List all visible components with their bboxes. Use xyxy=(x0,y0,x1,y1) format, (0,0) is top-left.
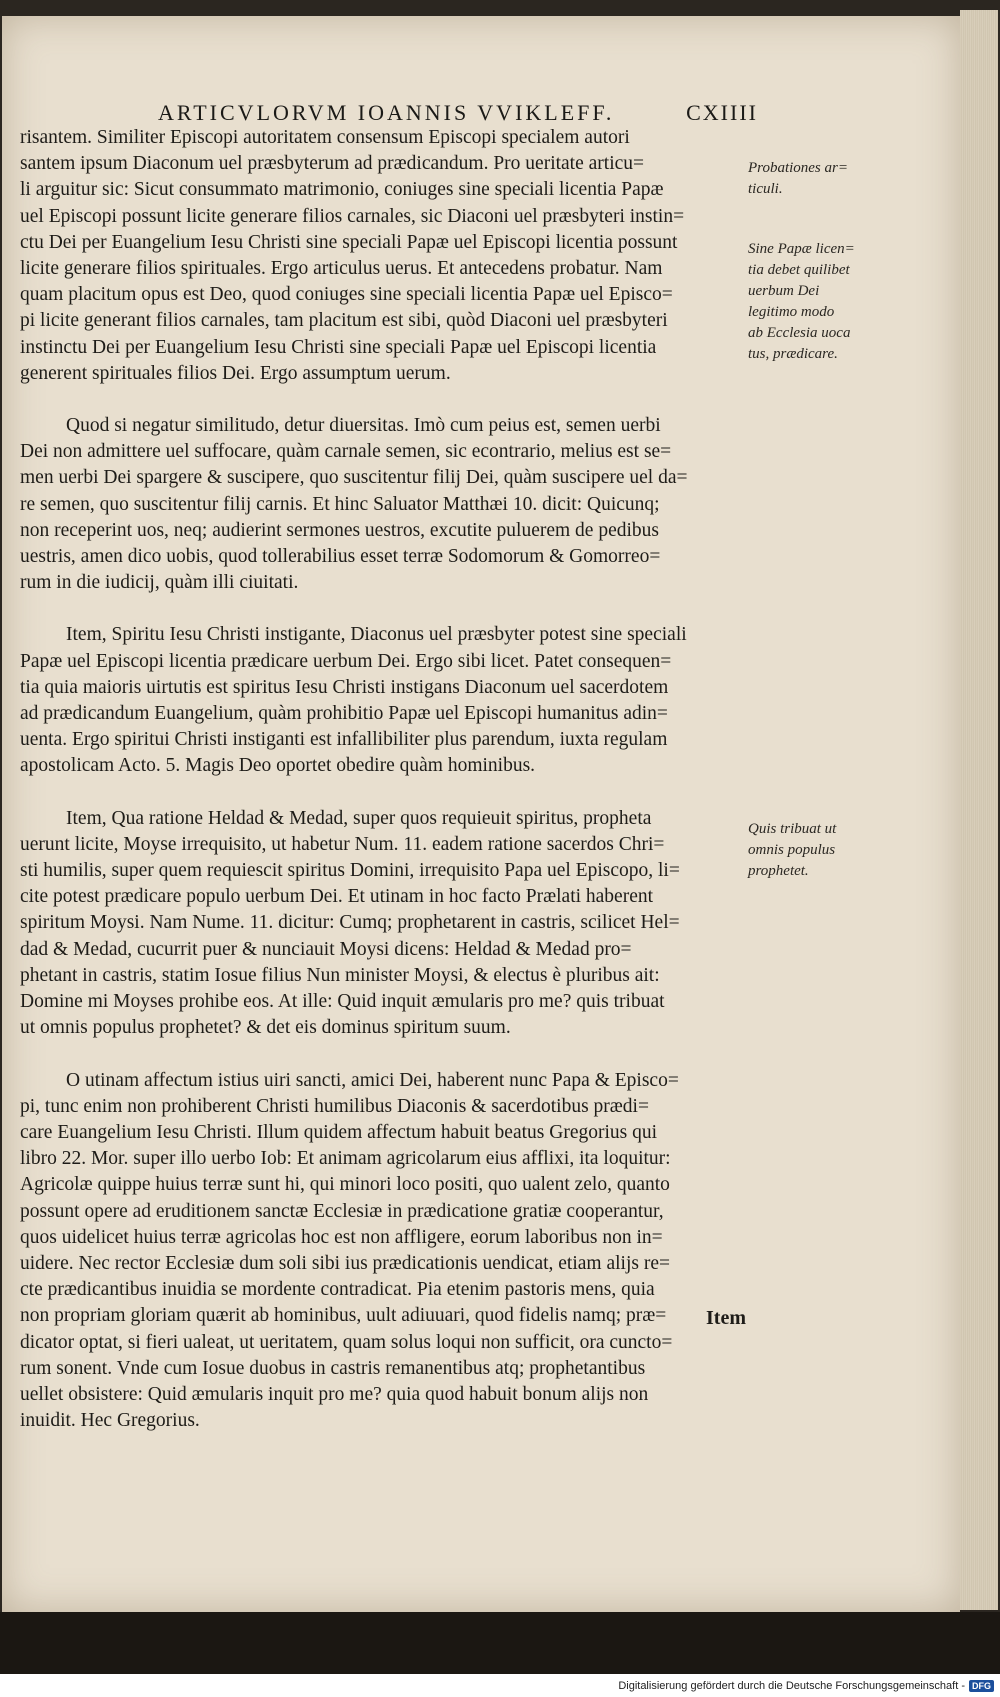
text-line: li arguitur sic: Sicut consummato matrimonio, coniuges sine speciali licentia Papæ xyxy=(20,179,664,201)
running-title: ARTICVLORVM IOANNIS VVIKLEFF. xyxy=(158,100,615,125)
text-line: non propriam gloriam quærit ab hominibus, uult adiuuari, quod fidelis namq; præ= xyxy=(20,1305,667,1327)
text-line: quam placitum opus est Deo, quod coniuges sine speciali licentia Papæ uel Episco= xyxy=(20,284,673,306)
text-line: cte prædicantibus inuidia se mordente contradicat. Pia etenim pastoris mens, quia xyxy=(20,1279,655,1301)
text-line: ad prædicandum Euangelium, quàm prohibitio Papæ uel Episcopi humanitus adin= xyxy=(20,703,668,725)
text-line: sti humilis, super quem requiescit spiritus Domini, irrequisito Papa uel Episcopo, li= xyxy=(20,860,680,882)
text-line: possunt opere ad eruditionem sanctæ Ecclesiæ in prædicatione gratiæ cooperantur, xyxy=(20,1200,664,1222)
text-line: instinctu Dei per Euangelium Iesu Christi sine speciali Papæ uel Episcopi licentia xyxy=(20,336,657,358)
page-edges xyxy=(960,10,998,1610)
digitization-footer xyxy=(0,1674,1000,1697)
text-line: O utinam affectum istius uiri sancti, amici Dei, haberent nunc Papa & Episco= xyxy=(66,1069,679,1091)
text-line: Papæ uel Episcopi licentia prædicare uerbum Dei. Ergo sibi licet. Patet consequen= xyxy=(20,650,672,672)
text-line: santem ipsum Diaconum uel præsbyterum ad prædicandum. Pro ueritate articu= xyxy=(20,153,645,175)
margin-line: tus, prædicare. xyxy=(748,346,838,362)
scan-bottom-edge xyxy=(0,1612,1000,1674)
text-line: spiritum Moysi. Nam Nume. 11. dicitur: Cumq; prophetarent in castris, scilicet Hel= xyxy=(20,912,680,934)
paragraph-4 xyxy=(20,806,752,1042)
text-line: inuidit. Hec Gregorius. xyxy=(20,1410,200,1432)
text-line: ut omnis populus prophetet? & det eis dominus spiritum suum. xyxy=(20,1017,511,1039)
text-line: Item, Spiritu Iesu Christi instigante, Diaconus uel præsbyter potest sine speciali xyxy=(66,624,687,646)
text-line: uidere. Nec rector Ecclesiæ dum soli sibi ius prædicationis uendicat, etiam alijs re= xyxy=(20,1252,670,1274)
text-line: ctu Dei per Euangelium Iesu Christi sine speciali Papæ uel Episcopi licentia possunt xyxy=(20,231,678,253)
margin-line: Quis tribuat ut xyxy=(748,821,837,837)
margin-line: uerbum Dei xyxy=(748,283,820,299)
text-line: uestris, amen dico uobis, quod tollerabilius esset terræ Sodomorum & Gomorreo= xyxy=(20,546,661,568)
paragraph-5 xyxy=(20,1068,752,1435)
text-line: Agricolæ quippe huius terræ sunt hi, qui minori loco positi, quo ualent zelo, quanto xyxy=(20,1174,670,1196)
margin-line: ab Ecclesia uoca xyxy=(748,325,851,341)
text-line: dad & Medad, cucurrit puer & nunciauit Moysi dicens: Heldad & Medad pro= xyxy=(20,938,632,960)
text-line: tia quia maioris uirtutis est spiritus Iesu Christi instigans Diaconum uel sacerdotem xyxy=(20,676,669,698)
text-line: phetant in castris, statim Iosue filius Nun minister Moysi, & electus è pluribus ait: xyxy=(20,964,660,986)
text-line: pi licite generant filios carnales, tam placitum est sibi, quòd Diaconi uel præsbyteri xyxy=(20,310,668,332)
text-line: re semen, quo suscitentur filij carnis. Et hinc Saluator Matthæi 10. dicit: Quicunq; xyxy=(20,493,660,515)
margin-note-quis-tribuat xyxy=(748,819,868,882)
text-line: uenta. Ergo spiritui Christi instiganti est infallibiliter plus parendum, iuxta regulam xyxy=(20,729,668,751)
text-line: apostolicam Acto. 5. Magis Deo oportet obedire quàm hominibus. xyxy=(20,755,536,777)
text-line: Dei non admittere uel suffocare, quàm carnale semen, sic econtrario, melius est se= xyxy=(20,441,672,463)
margin-line: omnis populus xyxy=(748,842,836,858)
funding-credit: Digitalisierung gefördert durch die Deutsche Forschungsgemeinschaft - xyxy=(618,1679,965,1692)
text-line: Domine mi Moyses prohibe eos. At ille: Quid inquit æmularis pro me? quis tribuat xyxy=(20,991,665,1013)
text-line: cite potest prædicare populo uerbum Dei. Et utinam in hoc facto Prælati haberent xyxy=(20,886,654,908)
text-line: uel Episcopi possunt licite generare filios carnales, sic Diaconi uel præsbyteri instin= xyxy=(20,205,685,227)
text-line: Quod si negatur similitudo, detur diuersitas. Imò cum peius est, semen uerbi xyxy=(66,415,661,437)
paragraph-3 xyxy=(20,622,752,779)
dfg-logo-icon: DFG xyxy=(969,1680,994,1692)
margin-line: Probationes ar= xyxy=(748,160,848,176)
folio-number: CXIIII xyxy=(686,100,758,125)
paragraph-1 xyxy=(20,125,752,387)
text-line: pi, tunc enim non prohiberent Christi humilibus Diaconis & sacerdotibus prædi= xyxy=(20,1095,649,1117)
text-line: risantem. Similiter Episcopi autoritatem consensum Episcopi specialem autori xyxy=(20,127,630,148)
text-line: uerunt licite, Moyse irrequisito, ut habetur Num. 11. eadem ratione sacerdos Chri= xyxy=(20,833,665,855)
margin-line: Sine Papæ licen= xyxy=(748,241,855,257)
text-line: libro 22. Mor. super illo uerbo Iob: Et animam agricolarum eius afflixi, ita loquitur: xyxy=(20,1148,671,1170)
text-line: dicator optat, si fieri ualeat, ut ueritatem, quam solus loqui non sufficit, ora cuncto= xyxy=(20,1331,673,1353)
margin-line: prophetet. xyxy=(748,863,809,879)
text-line: quos uidelicet huius terræ agricolas hoc est non affligere, eorum laboribus non in= xyxy=(20,1226,663,1248)
margin-line: tia debet quilibet xyxy=(748,262,850,278)
margin-line: ticuli. xyxy=(748,181,783,197)
text-line: generent spirituales filios Dei. Ergo assumptum uerum. xyxy=(20,362,451,384)
margin-note-sine-papae xyxy=(748,239,868,365)
text-line: Item, Qua ratione Heldad & Medad, super quos requieuit spiritus, propheta xyxy=(66,807,652,829)
text-line: care Euangelium Iesu Christi. Illum quidem affectum habuit beatus Gregorius qui xyxy=(20,1121,658,1143)
text-line: non receperint uos, neq; audierint sermones uestros, excutite puluerem de pedibus xyxy=(20,519,659,541)
text-line: licite generare filios spirituales. Ergo articulus uerus. Et antecedens probatur. Nam xyxy=(20,258,663,280)
paragraph-2 xyxy=(20,413,752,596)
main-text xyxy=(20,125,752,1460)
margin-line: legitimo modo xyxy=(748,304,835,320)
text-line: rum sonent. Vnde cum Iosue duobus in castris remanentibus atq; prophetantibus xyxy=(20,1357,646,1379)
catchword: Item xyxy=(706,1307,746,1329)
text-line: men uerbi Dei spargere & suscipere, quo suscitentur filij Dei, quàm suscipere uel da= xyxy=(20,467,688,489)
margin-note-probationes xyxy=(748,158,868,200)
text-line: rum in die iudicij, quàm illi ciuitati. xyxy=(20,572,299,594)
text-line: uellet obsistere: Quid æmularis inquit pro me? quia quod habuit bonum alijs non xyxy=(20,1383,649,1405)
